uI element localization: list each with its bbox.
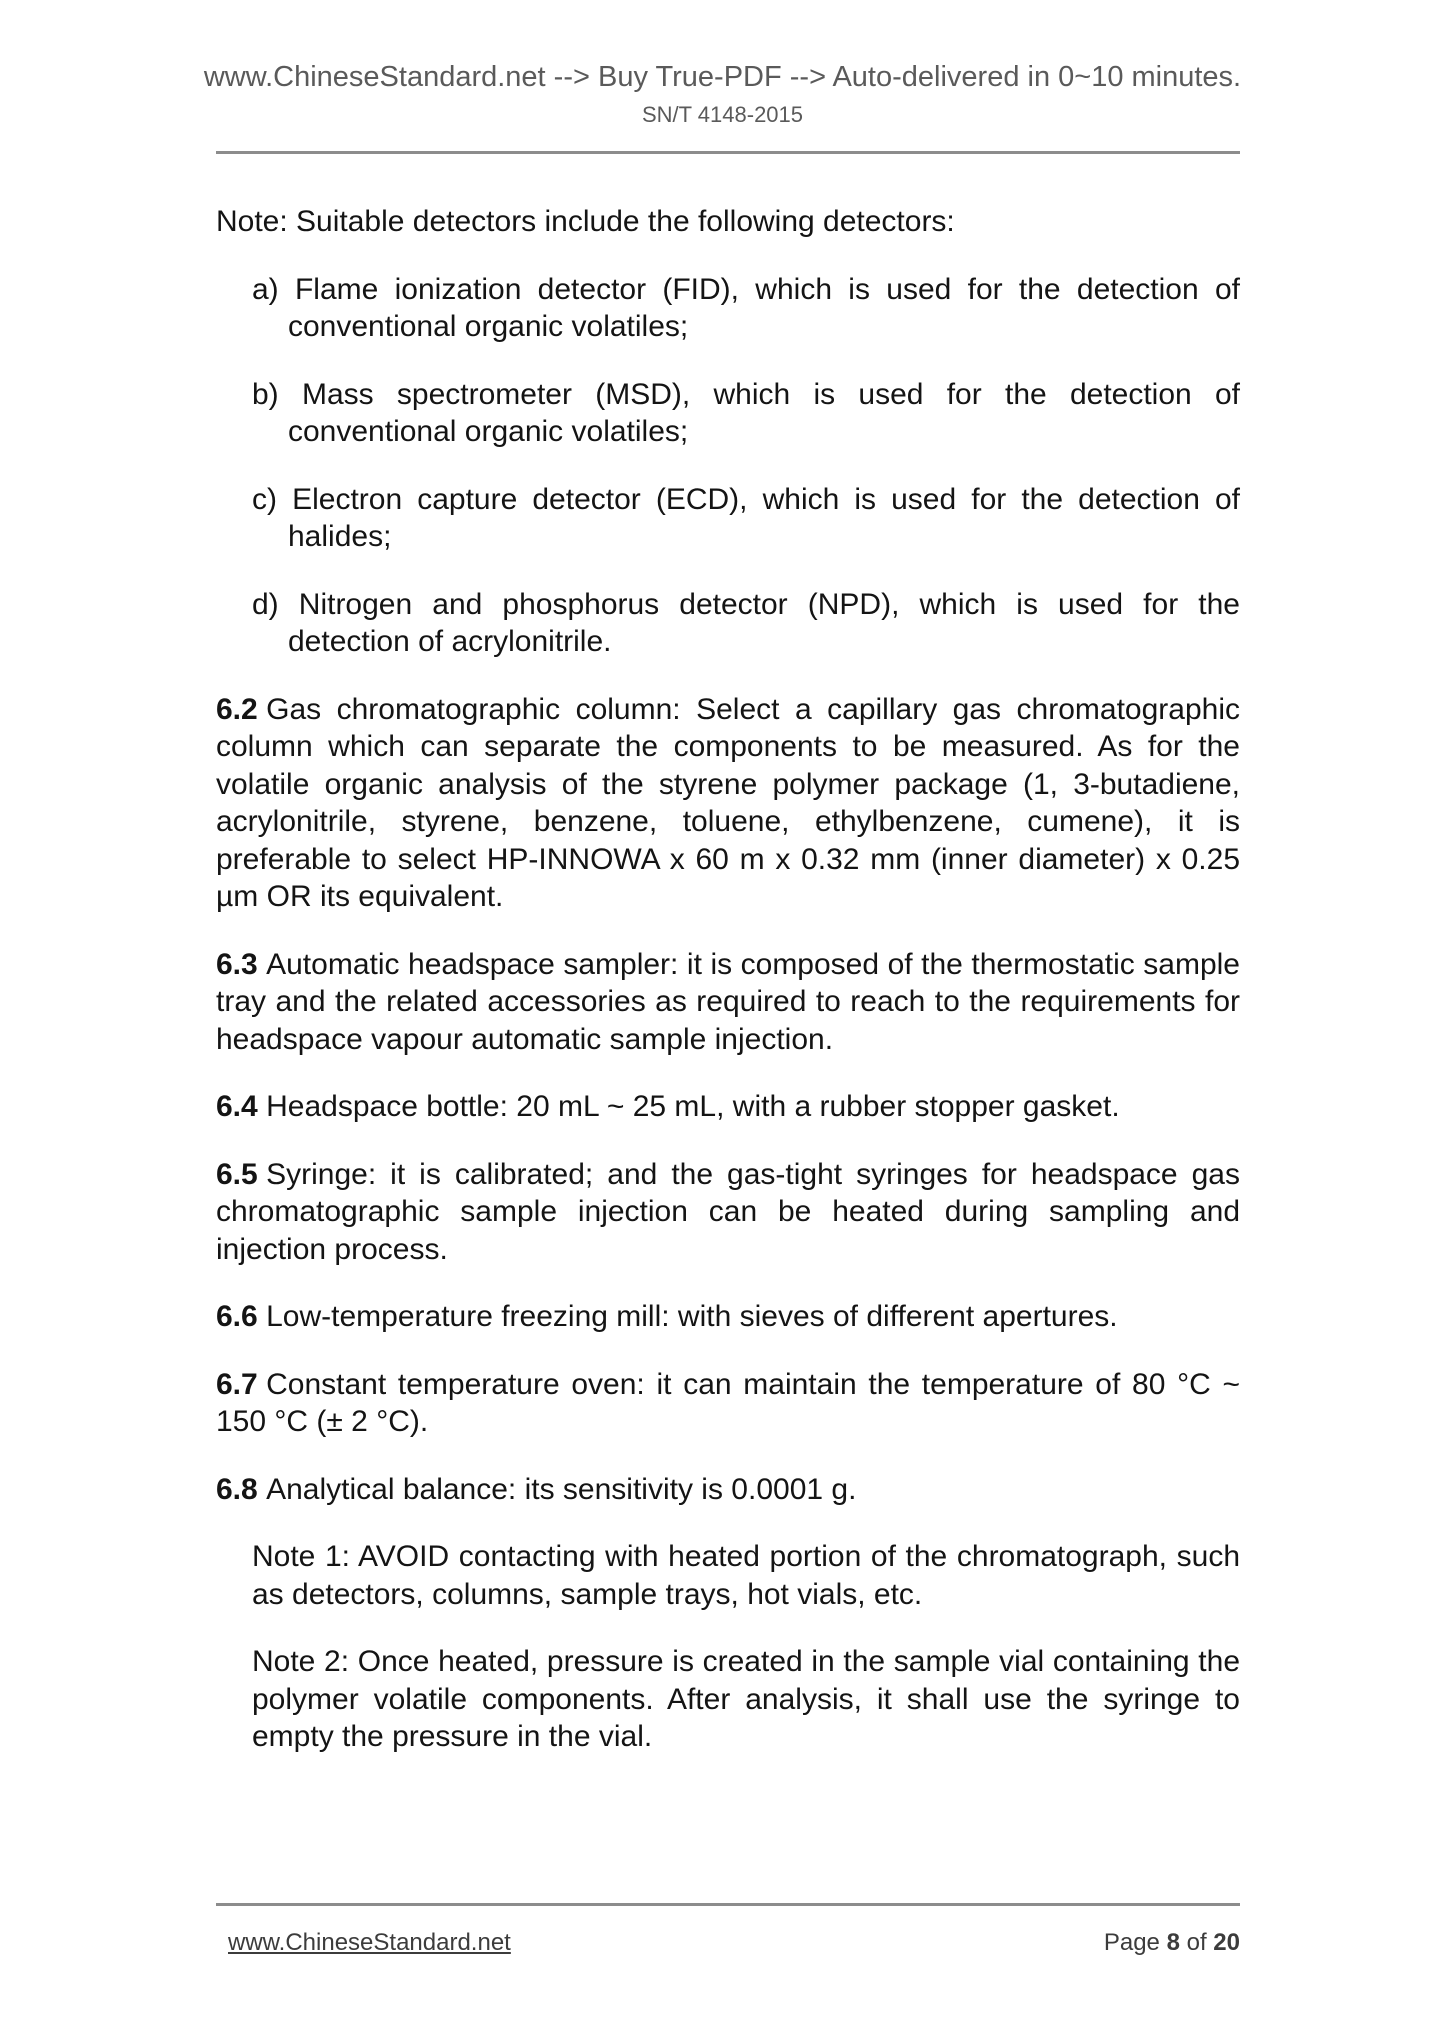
- section-text: Constant temperature oven: it can maintain the temperature of 80 °C ~ 150 °C (± 2 °C).: [216, 1367, 1240, 1438]
- section-6-4: [216, 1088, 1240, 1126]
- page-current: 8: [1166, 1929, 1180, 1956]
- section-6-2: [216, 691, 1240, 916]
- document-body: [216, 203, 1240, 1786]
- note-1: Note 1: AVOID contacting with heated portion of the chromatograph, such as detectors, columns, sample trays, hot vials, etc.: [252, 1540, 1240, 1611]
- list-text: Nitrogen and phosphorus detector (NPD), which is used for the detection of acrylonitrile.: [288, 587, 1240, 658]
- note-2: Note 2: Once heated, pressure is created in the sample vial containing the polymer volatile components. After analysis, it shall use the syringe to empty the pressure in the vial.: [252, 1645, 1240, 1753]
- header-tagline: www.ChineseStandard.net --> Buy True-PDF --> Auto-delivered in 0~10 minutes.: [203, 61, 1242, 93]
- page-of-label: of: [1186, 1929, 1207, 1956]
- list-text: Electron capture detector (ECD), which is used for the detection of halides;: [288, 482, 1240, 553]
- list-item-d: [216, 586, 1240, 661]
- page-total: 20: [1213, 1929, 1240, 1956]
- list-marker: a): [252, 272, 279, 306]
- list-text: Flame ionization detector (FID), which is used for the detection of conventional organic volatiles;: [288, 272, 1240, 343]
- section-6-7: [216, 1366, 1240, 1441]
- note-intro: Note: Suitable detectors include the following detectors:: [216, 205, 955, 238]
- list-text: Mass spectrometer (MSD), which is used for the detection of conventional organic volatiles;: [288, 377, 1240, 448]
- header-rule: [216, 151, 1240, 154]
- list-item-a: [216, 271, 1240, 346]
- list-marker: b): [252, 377, 279, 411]
- section-text: Gas chromatographic column: Select a capillary gas chromatographic column which can separate the components to be measured. As for the volatile organic analysis of the styrene polymer package (1, 3-butadiene, acrylonitrile, styrene, benzene, toluene, ethylbenzene, cumene), it is preferable to select HP-INNOWA x 60 m x 0.32 mm (inner diameter) x 0.25 µm OR its equivalent.: [216, 692, 1240, 913]
- standard-number: SN/T 4148-2015: [641, 102, 804, 127]
- list-item-c: [216, 481, 1240, 556]
- section-number: 6.7: [216, 1367, 258, 1401]
- section-6-6: [216, 1298, 1240, 1336]
- section-6-8: [216, 1471, 1240, 1509]
- section-number: 6.5: [216, 1157, 258, 1191]
- list-marker: d): [252, 587, 279, 621]
- list-marker: c): [252, 482, 277, 516]
- section-number: 6.6: [216, 1300, 258, 1333]
- page-label: Page: [1103, 1929, 1160, 1956]
- section-text: Automatic headspace sampler: it is composed of the thermostatic sample tray and the related accessories as required to reach to the requirements for headspace vapour automatic sample injection.: [216, 947, 1240, 1056]
- section-6-3: [216, 946, 1240, 1059]
- list-item-b: [216, 376, 1240, 451]
- section-number: 6.3: [216, 947, 258, 981]
- section-number: 6.8: [216, 1472, 258, 1506]
- section-text: Syringe: it is calibrated; and the gas-tight syringes for headspace gas chromatographic sample injection can be heated during sampling and injection process.: [216, 1157, 1240, 1266]
- section-number: 6.2: [216, 692, 258, 726]
- section-number: 6.4: [216, 1090, 258, 1123]
- section-text: Headspace bottle: 20 mL ~ 25 mL, with a rubber stopper gasket.: [266, 1090, 1120, 1123]
- section-text: Analytical balance: its sensitivity is 0.0001 g.: [266, 1472, 857, 1506]
- footer-rule: [216, 1903, 1240, 1906]
- section-text: Low-temperature freezing mill: with sieves of different apertures.: [266, 1300, 1118, 1333]
- section-6-5: [216, 1156, 1240, 1269]
- page-indicator: [1104, 1928, 1240, 1958]
- footer-site-link[interactable]: www.ChineseStandard.net: [228, 1929, 511, 1956]
